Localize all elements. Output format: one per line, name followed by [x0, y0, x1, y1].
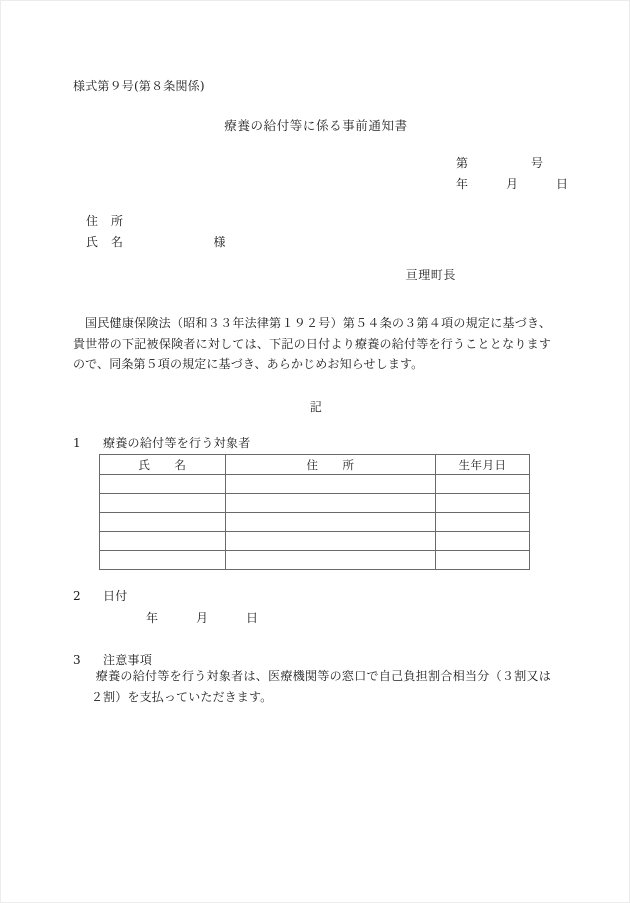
body-paragraph: [73, 313, 551, 375]
section-1-heading: [73, 434, 251, 451]
table-cell-birthdate[interactable]: [436, 532, 530, 551]
table-cell-name[interactable]: [100, 513, 226, 532]
table-header-birthdate: 生年月日: [436, 455, 530, 475]
addressee-name-row: [86, 232, 226, 253]
addressee-block: [86, 211, 226, 253]
ki-mark: 記: [309, 400, 323, 414]
table-row: [100, 475, 530, 494]
section-2-date-line: 年 月 日: [146, 611, 259, 625]
issuer-name: 亘理町長: [405, 268, 456, 282]
document-meta-block: [456, 153, 569, 195]
table-cell-birthdate[interactable]: [436, 475, 530, 494]
table-cell-birthdate[interactable]: [436, 513, 530, 532]
table-cell-address[interactable]: [226, 532, 436, 551]
section-2-heading: [73, 587, 128, 604]
section-2-title: 日付: [102, 589, 128, 603]
table-cell-address[interactable]: [226, 475, 436, 494]
form-code: 様式第９号(第８条関係): [73, 79, 205, 93]
table-cell-birthdate[interactable]: [436, 551, 530, 570]
table-cell-address[interactable]: [226, 513, 436, 532]
table-cell-address[interactable]: [226, 551, 436, 570]
table-cell-address[interactable]: [226, 494, 436, 513]
table-row: [100, 551, 530, 570]
section-3-text: 療養の給付等を行う対象者は、医療機関等の窓口で自己負担割合相当分（３割又は２割）を支払っていただきます。: [91, 669, 551, 704]
table-row: [100, 513, 530, 532]
table-cell-name[interactable]: [100, 551, 226, 570]
section-1-title: 療養の給付等を行う対象者: [102, 436, 251, 450]
table-cell-birthdate[interactable]: [436, 494, 530, 513]
section-3-title: 注意事項: [102, 653, 153, 667]
section-2-number: 2: [73, 589, 81, 603]
body-paragraph-text: 国民健康保険法（昭和３３年法律第１９２号）第５４条の３第４項の規定に基づき、貴世帯の下記被保険者に対しては、下記の日付より療養の給付等を行うこととなりますので、同条第５項の規定に基づき、あらかじめお知らせします。: [73, 316, 551, 372]
section-3-body: [91, 666, 551, 707]
document-number-line: 第 号: [456, 156, 544, 170]
table-cell-name[interactable]: [100, 494, 226, 513]
section-3-number: 3: [73, 653, 81, 667]
table-cell-name[interactable]: [100, 475, 226, 494]
table-header-name: 氏 名: [100, 455, 226, 475]
table-cell-name[interactable]: [100, 532, 226, 551]
addressee-address-label: 住 所: [86, 214, 124, 228]
section-1-number: 1: [73, 436, 81, 450]
table-header-row: [100, 455, 530, 475]
addressee-name-label: 氏 名: [86, 235, 124, 249]
table-row: [100, 494, 530, 513]
table-header-address: 住 所: [226, 455, 436, 475]
addressee-honorific: 様: [213, 235, 227, 249]
document-title: 療養の給付等に係る事前通知書: [224, 118, 408, 133]
recipients-table: [99, 454, 530, 570]
table-row: [100, 532, 530, 551]
document-date-line: 年 月 日: [456, 177, 569, 191]
